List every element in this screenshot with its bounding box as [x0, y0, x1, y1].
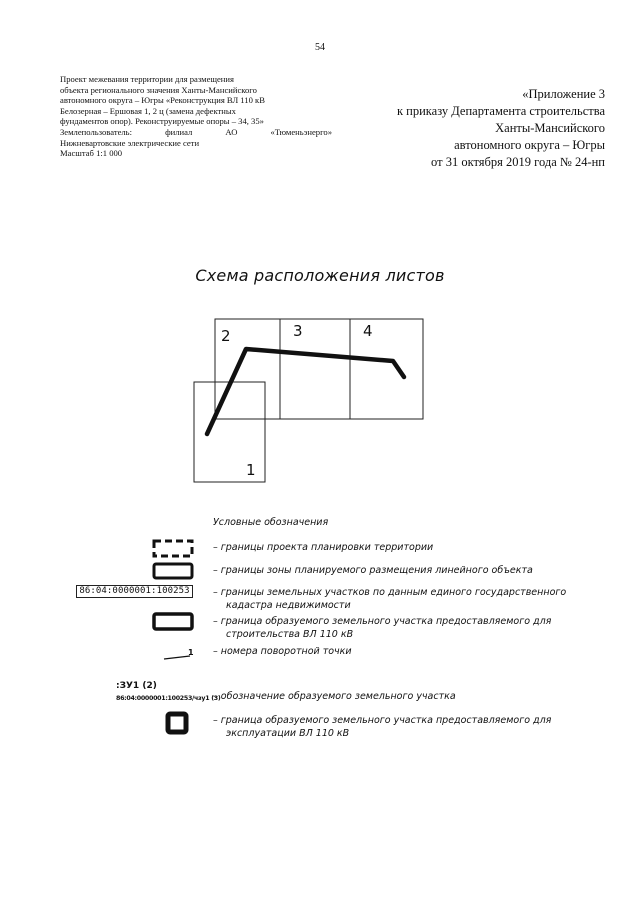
legend-item-planning-boundary: – границы проекта планировки территории [213, 542, 434, 553]
turning-point-symbol [164, 656, 190, 659]
land-user-word: АО [225, 126, 238, 137]
project-line: фундаментов опор). Реконструируемые опоры – 34, 35» [60, 116, 264, 127]
project-line: автономного округа – Югры «Реконструкция ВЛ 110 кВ [60, 95, 265, 106]
schema-title: Схема расположения листов [195, 266, 445, 285]
legend-item-placement-zone: – границы зоны планируемого размещения линейного объекта [213, 565, 533, 576]
legend-item-construction-plot: – граница образуемого земельного участка предоставляемого для [213, 616, 552, 627]
new-plot-construction-symbol [154, 614, 192, 629]
planning-project-boundary-symbol [154, 541, 192, 556]
page-number: 54 [315, 42, 325, 53]
land-user-word: филиал [165, 126, 193, 137]
legend-item-operation-plot: – граница образуемого земельного участка предоставляемого для [213, 715, 552, 726]
project-line: объекта регионального значения Ханты-Мансийского [60, 84, 257, 95]
plot-designation-sample-cadastral: 86:04:0000001:100253/чзу1 (3) [116, 695, 221, 702]
sheet-3-frame [280, 319, 350, 419]
project-line: Проект межевания территории для размещения [60, 74, 234, 84]
appendix-line: к приказу Департамента строительства [396, 104, 605, 118]
legend-title: Условные обозначения [213, 517, 329, 528]
land-user-word: «Тюменьэнерго» [270, 126, 332, 137]
legend-item-plot-designation: – обозначение образуемого земельного участка [213, 691, 456, 702]
appendix-line: «Приложение 3 [522, 87, 605, 101]
legend-item-construction-plot-cont: строительства ВЛ 110 кВ [226, 629, 354, 640]
new-plot-operation-symbol [168, 714, 186, 732]
plot-designation-sample: :ЗУ1 (2) [116, 681, 157, 691]
legend-item-turning-point: – номера поворотной точки [213, 646, 352, 657]
legend-item-operation-plot-cont: эксплуатации ВЛ 110 кВ [226, 728, 350, 739]
appendix-line: автономного округа – Югры [454, 138, 605, 152]
legend-item-cadastral-plots-cont: кадастра недвижимости [226, 600, 351, 611]
sheet-number-label: 1 [246, 461, 256, 479]
project-line: Белозерная – Ершовая 1, 2 ц (замена дефектных [60, 105, 236, 116]
sheet-number-label: 2 [221, 327, 231, 345]
land-user-label: Землепользователь: [60, 126, 132, 137]
cadastral-number-sample: 86:04:0000001:100253 [76, 585, 193, 598]
sheet-number-label: 4 [363, 322, 373, 340]
line-route [207, 349, 404, 434]
scale-text: Масштаб 1:1 000 [60, 148, 123, 159]
placement-zone-boundary-symbol [154, 564, 192, 578]
appendix-line: Ханты-Мансийского [495, 121, 605, 135]
appendix-line: от 31 октября 2019 года № 24-нп [431, 155, 605, 169]
land-user-cont: Нижневартовские электрические сети [60, 137, 200, 148]
sheet-number-label: 3 [293, 322, 303, 340]
sheet-4-frame [350, 319, 423, 419]
legend-item-cadastral-plots: – границы земельных участков по данным единого государственного [213, 587, 567, 598]
turning-point-number-sample: 1 [188, 648, 194, 657]
